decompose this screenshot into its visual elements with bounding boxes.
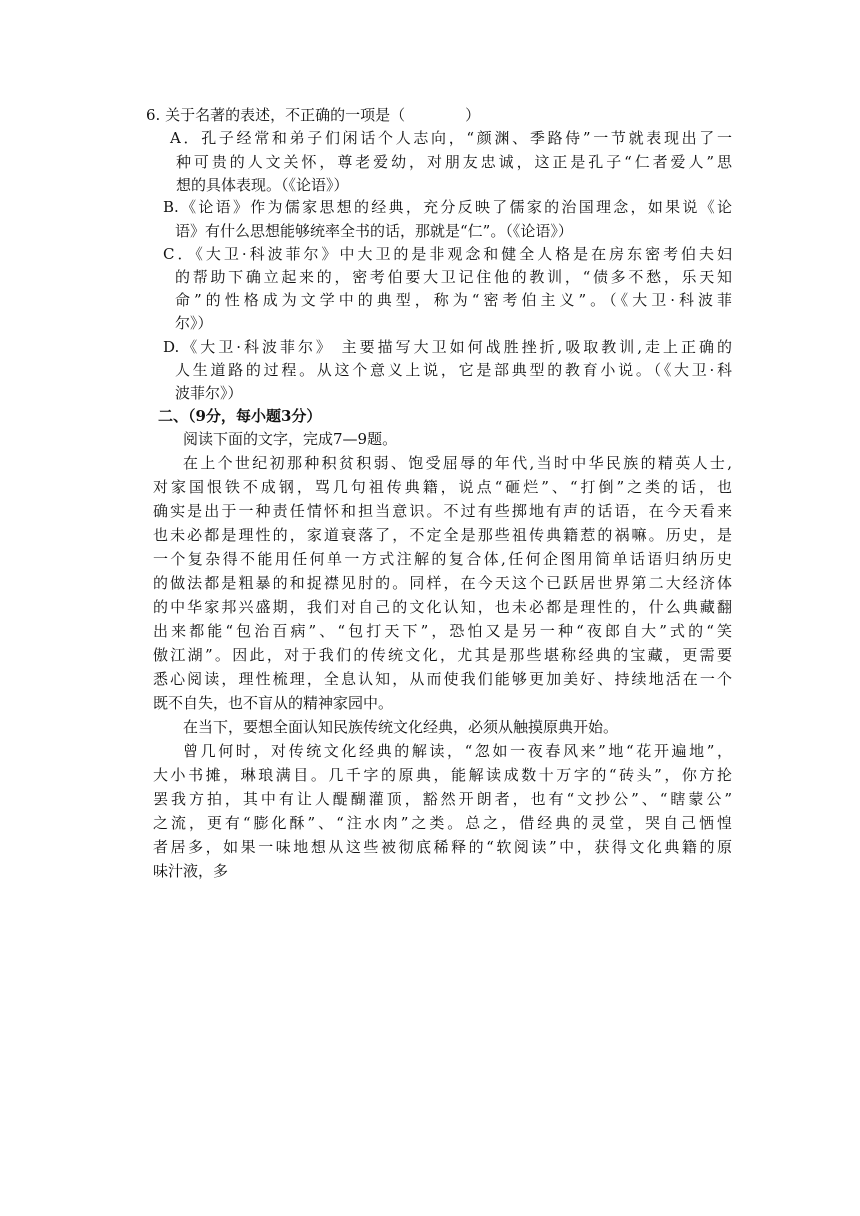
- paragraph-1-line-7: 的中华家邦兴盛期，我们对自己的文化认知，也未必都是理性的，什么典藏翻: [153, 598, 732, 616]
- section-2-instruction: 阅读下面的文字，完成7—9题。: [183, 430, 398, 448]
- paragraph-2-line-1: 在当下，要想全面认知民族传统文化经典，必须从触摸原典开始。: [183, 718, 619, 736]
- paragraph-3-line-5: 者居多，如果一味地想从这些被彻底稀释的“软阅读”中，获得文化典籍的原: [153, 838, 732, 856]
- option-b-line-1: B.《论语》作为儒家思想的经典，充分反映了儒家的治国理念，如果说《论: [163, 198, 732, 216]
- paragraph-1-line-2: 对家国恨铁不成钢，骂几句祖传典籍，说点“砸烂”、“打倒”之类的话，也: [153, 478, 732, 496]
- paragraph-3-line-4: 之流，更有“膨化酥”、“注水肉”之类。总之，借经典的灵堂，哭自己恓惶: [153, 814, 732, 832]
- paragraph-3-line-2: 大小书摊，琳琅满目。几千字的原典，能解读成数十万字的“砖头”，你方抡: [153, 766, 732, 784]
- option-c-line-4: 尔》）: [175, 314, 213, 332]
- option-b-line-2: 语》有什么思想能够统率全书的话，那就是“仁”。（《论语》）: [175, 222, 573, 240]
- option-d-line-2: 人生道路的过程。从这个意义上说，它是部典型的教育小说。（《大卫·科: [175, 361, 732, 379]
- paragraph-1-line-4: 也未必都是理性的，家道衰落了，不定全是那些祖传典籍惹的祸嘛。历史，是: [153, 526, 732, 544]
- option-a-line-1: A．孔子经常和弟子们闲话个人志向，“颜渊、季路侍”一节就表现出了一: [170, 129, 732, 147]
- paragraph-3-line-1: 曾几何时，对传统文化经典的解读，“忽如一夜春风来”地“花开遍地”，: [183, 742, 732, 760]
- option-a-line-2: 种可贵的人文关怀，尊老爱幼，对朋友忠诚，这正是孔子“仁者爱人”思: [176, 153, 732, 171]
- option-d-line-1: D.《大卫·科波菲尔》 主要描写大卫如何战胜挫折,吸取教训,走上正确的: [163, 338, 732, 356]
- paragraph-1-line-5: 一个复杂得不能用任何单一方式注解的复合体,任何企图用简单话语归纳历史: [153, 550, 732, 568]
- question-6-stem: 6. 关于名著的表述，不正确的一项是（ ）: [146, 106, 481, 124]
- option-c-line-3: 命”的性格成为文学中的典型，称为“密考伯主义”。（《大卫·科波菲: [175, 291, 732, 309]
- option-a-line-3: 想的具体表现。（《论语》）: [176, 176, 349, 194]
- paragraph-3-line-6: 味汁液，多: [153, 862, 229, 880]
- option-c-line-1: C．《大卫·科波菲尔》中大卫的是非观念和健全人格是在房东密考伯夫妇: [163, 245, 732, 263]
- paragraph-1-line-6: 的做法都是粗暴的和捉襟见肘的。同样，在今天这个已跃居世界第二大经济体: [153, 574, 732, 592]
- section-2-heading: 二、（9分，每小题3分）: [158, 407, 322, 425]
- paragraph-1-line-1: 在上个世纪初那种积贫积弱、饱受屈辱的年代,当时中华民族的精英人士,: [183, 454, 732, 472]
- paragraph-1-line-9: 傲江湖”。因此，对于我们的传统文化，尤其是那些堪称经典的宝藏，更需要: [153, 646, 732, 664]
- paragraph-1-line-11: 既不自失，也不盲从的精神家园中。: [153, 694, 394, 712]
- paragraph-3-line-3: 罢我方拍，其中有让人醍醐灌顶，豁然开朗者，也有“文抄公”、“瞎蒙公”: [153, 790, 732, 808]
- paragraph-1-line-8: 出来都能“包治百病”、“包打天下”，恐怕又是另一种“夜郎自大”式的“笑: [153, 622, 732, 640]
- option-c-line-2: 的帮助下确立起来的，密考伯要大卫记住他的教训，“债多不愁，乐天知: [175, 268, 732, 286]
- paragraph-1-line-3: 确实是出于一种责任情怀和担当意识。不过有些掷地有声的话语，在今天看来: [153, 502, 732, 520]
- option-d-line-3: 波菲尔》）: [175, 384, 243, 402]
- paragraph-1-line-10: 悉心阅读，理性梳理，全息认知，从而使我们能够更加美好、持续地活在一个: [153, 670, 732, 688]
